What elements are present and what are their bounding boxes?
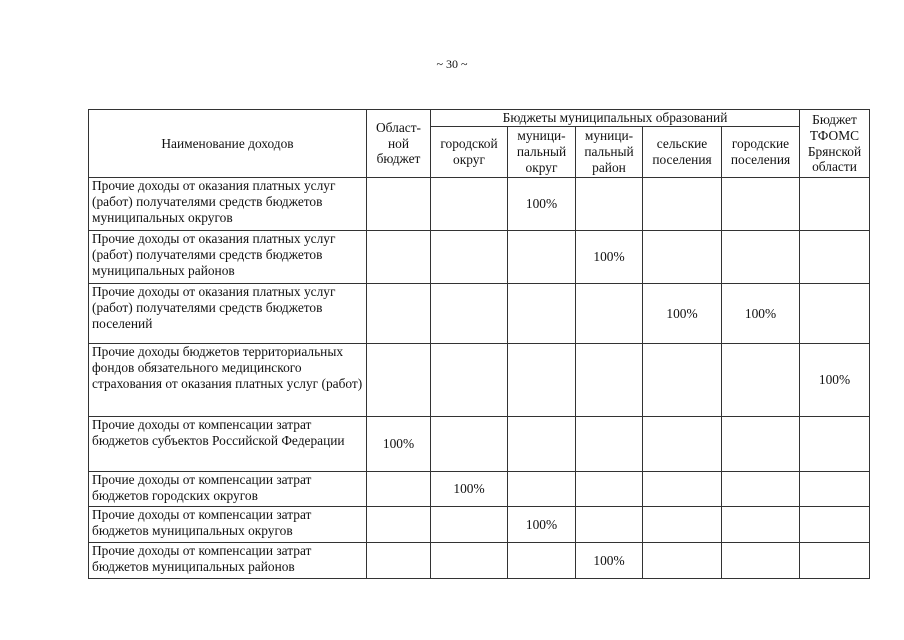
row-share-cell	[431, 231, 508, 284]
table-row	[89, 543, 870, 579]
row-share-cell: 100%	[508, 507, 576, 543]
row-share-cell: 100%	[576, 543, 643, 579]
row-share-cell	[722, 231, 800, 284]
row-share-cell	[367, 178, 431, 231]
row-share-cell	[800, 543, 870, 579]
row-share-cell	[800, 178, 870, 231]
row-share-cell	[800, 417, 870, 472]
table-row	[89, 507, 870, 543]
row-share-cell	[722, 543, 800, 579]
row-share-cell	[643, 472, 722, 507]
header-urban-district: городской округ	[431, 127, 508, 178]
row-share-cell	[576, 178, 643, 231]
header-urban-settlements: городские поселения	[722, 127, 800, 178]
row-share-cell	[722, 472, 800, 507]
row-share-cell	[576, 284, 643, 344]
table-row	[89, 231, 870, 284]
row-share-cell	[576, 417, 643, 472]
row-income-name: Прочие доходы от компенсации затрат бюджетов городских округов	[89, 472, 367, 507]
table-row	[89, 284, 870, 344]
row-share-cell: 100%	[722, 284, 800, 344]
row-share-cell: 100%	[431, 472, 508, 507]
row-share-cell	[576, 507, 643, 543]
row-share-cell	[431, 507, 508, 543]
row-income-name: Прочие доходы бюджетов территориальных фондов обязательного медицинского страхования от оказания платных услуг (работ)	[89, 344, 367, 417]
header-municipal-district: муници-пальный округ	[508, 127, 576, 178]
row-share-cell: 100%	[643, 284, 722, 344]
row-income-name: Прочие доходы от компенсации затрат бюджетов муниципальных районов	[89, 543, 367, 579]
row-share-cell: 100%	[367, 417, 431, 472]
row-share-cell	[508, 344, 576, 417]
row-share-cell	[508, 231, 576, 284]
row-share-cell	[576, 344, 643, 417]
row-share-cell	[800, 231, 870, 284]
row-share-cell: 100%	[576, 231, 643, 284]
table-row	[89, 472, 870, 507]
row-share-cell	[431, 543, 508, 579]
row-share-cell	[431, 417, 508, 472]
table-row	[89, 178, 870, 231]
row-share-cell	[722, 417, 800, 472]
row-share-cell	[643, 507, 722, 543]
row-share-cell	[800, 472, 870, 507]
row-share-cell	[800, 284, 870, 344]
header-regional-budget: Област-ной бюджет	[367, 110, 431, 178]
table-row	[89, 344, 870, 417]
row-share-cell	[367, 507, 431, 543]
row-share-cell	[367, 231, 431, 284]
row-share-cell	[508, 417, 576, 472]
row-income-name: Прочие доходы от компенсации затрат бюджетов муниципальных округов	[89, 507, 367, 543]
row-share-cell	[431, 284, 508, 344]
revenue-distribution-table	[88, 109, 870, 579]
page-number: ~ 30 ~	[436, 57, 468, 71]
row-share-cell	[643, 417, 722, 472]
header-rural-settlements: сельские поселения	[643, 127, 722, 178]
row-income-name: Прочие доходы от оказания платных услуг (работ) получателями средств бюджетов муниципальных районов	[89, 231, 367, 284]
row-share-cell: 100%	[508, 178, 576, 231]
header-municipal-budgets: Бюджеты муниципальных образований	[431, 110, 800, 127]
row-share-cell	[643, 231, 722, 284]
row-share-cell	[431, 344, 508, 417]
row-share-cell	[508, 543, 576, 579]
row-income-name: Прочие доходы от компенсации затрат бюджетов субъектов Российской Федерации	[89, 417, 367, 472]
row-share-cell	[508, 284, 576, 344]
row-share-cell	[508, 472, 576, 507]
row-share-cell	[367, 543, 431, 579]
row-share-cell	[367, 344, 431, 417]
row-share-cell	[576, 472, 643, 507]
row-share-cell	[643, 543, 722, 579]
header-municipal-area: муници-пальный район	[576, 127, 643, 178]
row-share-cell	[722, 344, 800, 417]
row-share-cell	[722, 178, 800, 231]
row-share-cell	[431, 178, 508, 231]
table-row	[89, 417, 870, 472]
row-share-cell	[367, 472, 431, 507]
header-name: Наименование доходов	[89, 110, 367, 178]
row-share-cell	[367, 284, 431, 344]
row-income-name: Прочие доходы от оказания платных услуг (работ) получателями средств бюджетов поселений	[89, 284, 367, 344]
row-share-cell: 100%	[800, 344, 870, 417]
row-share-cell	[722, 507, 800, 543]
row-share-cell	[643, 178, 722, 231]
row-income-name: Прочие доходы от оказания платных услуг (работ) получателями средств бюджетов муниципальных округов	[89, 178, 367, 231]
row-share-cell	[800, 507, 870, 543]
header-tfoms-budget: Бюджет ТФОМС Брянской области	[800, 110, 870, 178]
row-share-cell	[643, 344, 722, 417]
